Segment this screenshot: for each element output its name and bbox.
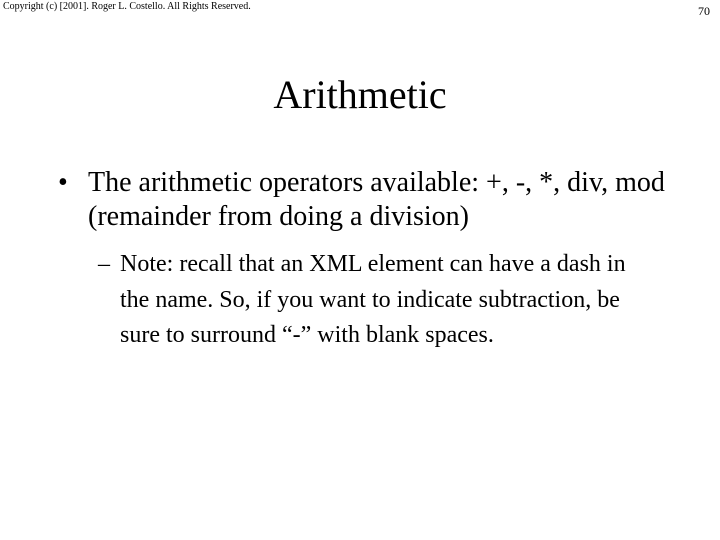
sub-bullet-item: [98, 247, 658, 354]
page-number: 70: [698, 4, 710, 18]
sub-bullet-marker: –: [98, 251, 110, 277]
bullet-marker: •: [58, 167, 68, 198]
sub-bullet-text: Note: recall that an XML element can have a dash in the name. So, if you want to indicate subtraction, be sure to surround “-” with blank spaces.: [120, 251, 626, 348]
bullet-item: [58, 166, 678, 234]
copyright-notice: Copyright (c) [2001]. Roger L. Costello. All Rights Reserved.: [3, 1, 251, 12]
bullet-text: The arithmetic operators available: +, -, *, div, mod (remainder from doing a division): [88, 167, 665, 232]
slide-title: Arithmetic: [273, 72, 447, 117]
